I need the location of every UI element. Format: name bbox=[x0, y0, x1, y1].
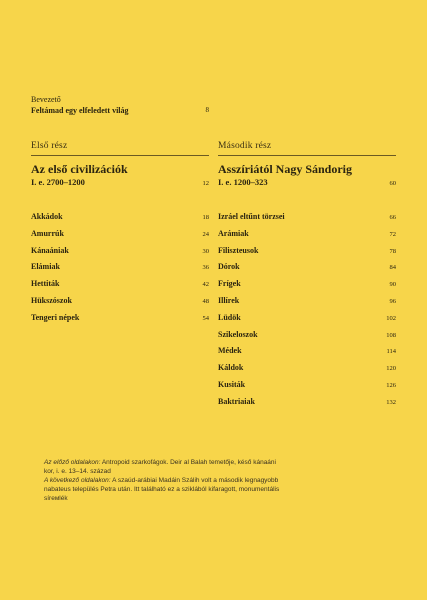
toc-entry[interactable] bbox=[218, 246, 396, 263]
toc-entry-title: Izráel eltűnt törzsei bbox=[218, 212, 285, 221]
toc-entry-page: 24 bbox=[202, 230, 209, 238]
toc-entry-page: 126 bbox=[386, 381, 396, 389]
toc-entry[interactable] bbox=[31, 279, 209, 296]
part2-page: 60 bbox=[389, 180, 396, 187]
toc-entry-title: Hükszószok bbox=[31, 295, 72, 305]
caption-next-text: A szaúd-arábiai Madáin Szálih volt a második legnagyobb nabateus település Petra után. Itt található ez a sziklából kifaragott, monumentális sírемlék bbox=[44, 477, 280, 502]
toc-entry-page: 108 bbox=[386, 331, 396, 339]
toc-entry-page: 90 bbox=[389, 281, 396, 289]
toc-entry-page: 66 bbox=[389, 214, 396, 221]
toc-entry-page: 30 bbox=[202, 247, 209, 255]
part2-divider bbox=[218, 155, 396, 156]
toc-entry-title: Elámiak bbox=[31, 262, 60, 272]
toc-entry-title: Dórok bbox=[218, 262, 240, 272]
part2-label: Második rész bbox=[218, 141, 272, 151]
toc-entry[interactable] bbox=[31, 212, 209, 229]
toc-entry-title: Frígek bbox=[218, 279, 241, 289]
toc-entry-title: Médek bbox=[218, 346, 242, 356]
toc-entry-title: Káldok bbox=[218, 363, 244, 373]
toc-entry[interactable] bbox=[31, 313, 209, 330]
toc-entry-title: Baktriaiak bbox=[218, 396, 255, 406]
toc-entry[interactable] bbox=[218, 330, 396, 347]
toc-entry[interactable] bbox=[218, 229, 396, 246]
part1-header bbox=[31, 140, 209, 190]
toc-entry[interactable] bbox=[218, 363, 396, 380]
toc-entry-page: 48 bbox=[202, 297, 209, 305]
toc-entry[interactable] bbox=[31, 229, 209, 246]
image-caption bbox=[44, 458, 284, 503]
toc-entry-page: 42 bbox=[202, 281, 209, 289]
toc-entry[interactable] bbox=[218, 346, 396, 363]
toc-entry[interactable] bbox=[218, 279, 396, 296]
intro-page: 8 bbox=[205, 106, 209, 114]
toc-entry-page: 132 bbox=[386, 398, 396, 406]
toc-entry-page: 84 bbox=[389, 264, 396, 272]
toc-entry-title: Arámiak bbox=[218, 228, 249, 238]
part2-header bbox=[218, 140, 396, 190]
toc-entry[interactable] bbox=[218, 397, 396, 414]
toc-entry-page: 72 bbox=[389, 230, 396, 238]
toc-entry-page: 18 bbox=[202, 214, 209, 221]
toc-entry[interactable] bbox=[218, 296, 396, 313]
part2-entries bbox=[218, 212, 396, 414]
toc-entry-title: Lüdök bbox=[218, 312, 241, 322]
caption-prev-label: Az előző oldalakon: bbox=[44, 459, 101, 466]
toc-entry-title: Illírek bbox=[218, 295, 240, 305]
toc-entry[interactable] bbox=[218, 313, 396, 330]
part1-period-row bbox=[31, 176, 209, 190]
toc-entry-title: Filiszteusok bbox=[218, 245, 259, 255]
caption-prev-text: Antropoid szarkofágok. Deir al Balah temetője, késő kánaáni kor, i. e. 13–14. század bbox=[44, 459, 276, 475]
toc-entry-title: Hettiták bbox=[31, 279, 60, 289]
toc-entry-page: 96 bbox=[389, 297, 396, 305]
toc-entry-page: 102 bbox=[386, 314, 396, 322]
part1-entries bbox=[31, 212, 209, 330]
toc-entry-title: Kusiták bbox=[218, 379, 246, 389]
toc-entry-page: 54 bbox=[202, 314, 209, 322]
toc-entry-page: 36 bbox=[202, 264, 209, 272]
toc-entry-title: Akkádok bbox=[31, 212, 63, 221]
toc-entry[interactable] bbox=[31, 262, 209, 279]
part1-label: Első rész bbox=[31, 141, 68, 151]
caption-next-label: A következő oldalakon: bbox=[44, 477, 111, 484]
intro-label: Bevezető bbox=[31, 95, 61, 104]
part1-period: I. e. 2700–1200 bbox=[31, 177, 85, 187]
toc-entry-page: 114 bbox=[386, 348, 396, 356]
intro-entry[interactable] bbox=[31, 105, 209, 116]
toc-entry[interactable] bbox=[31, 246, 209, 263]
part2-title: Asszíriától Nagy Sándorig bbox=[218, 162, 353, 176]
part1-page: 12 bbox=[202, 180, 209, 187]
part1-divider bbox=[31, 155, 209, 156]
toc-entry-title: Amurrúk bbox=[31, 228, 64, 238]
part2-period-row bbox=[218, 176, 396, 190]
toc-entry-page: 78 bbox=[389, 247, 396, 255]
toc-entry-title: Szikeloszok bbox=[218, 329, 258, 339]
part2-period: I. e. 1200–323 bbox=[218, 177, 268, 187]
toc-entry[interactable] bbox=[31, 296, 209, 313]
toc-entry-page: 120 bbox=[386, 365, 396, 373]
toc-entry-title: Kánaániak bbox=[31, 245, 69, 255]
toc-entry[interactable] bbox=[218, 262, 396, 279]
part1-title: Az első civilizációk bbox=[31, 162, 128, 176]
toc-entry-title: Tengeri népek bbox=[31, 312, 80, 322]
intro-section bbox=[31, 94, 209, 116]
intro-title: Feltámad egy elfeledett világ bbox=[31, 106, 129, 115]
toc-entry[interactable] bbox=[218, 380, 396, 397]
toc-entry[interactable] bbox=[218, 212, 396, 229]
